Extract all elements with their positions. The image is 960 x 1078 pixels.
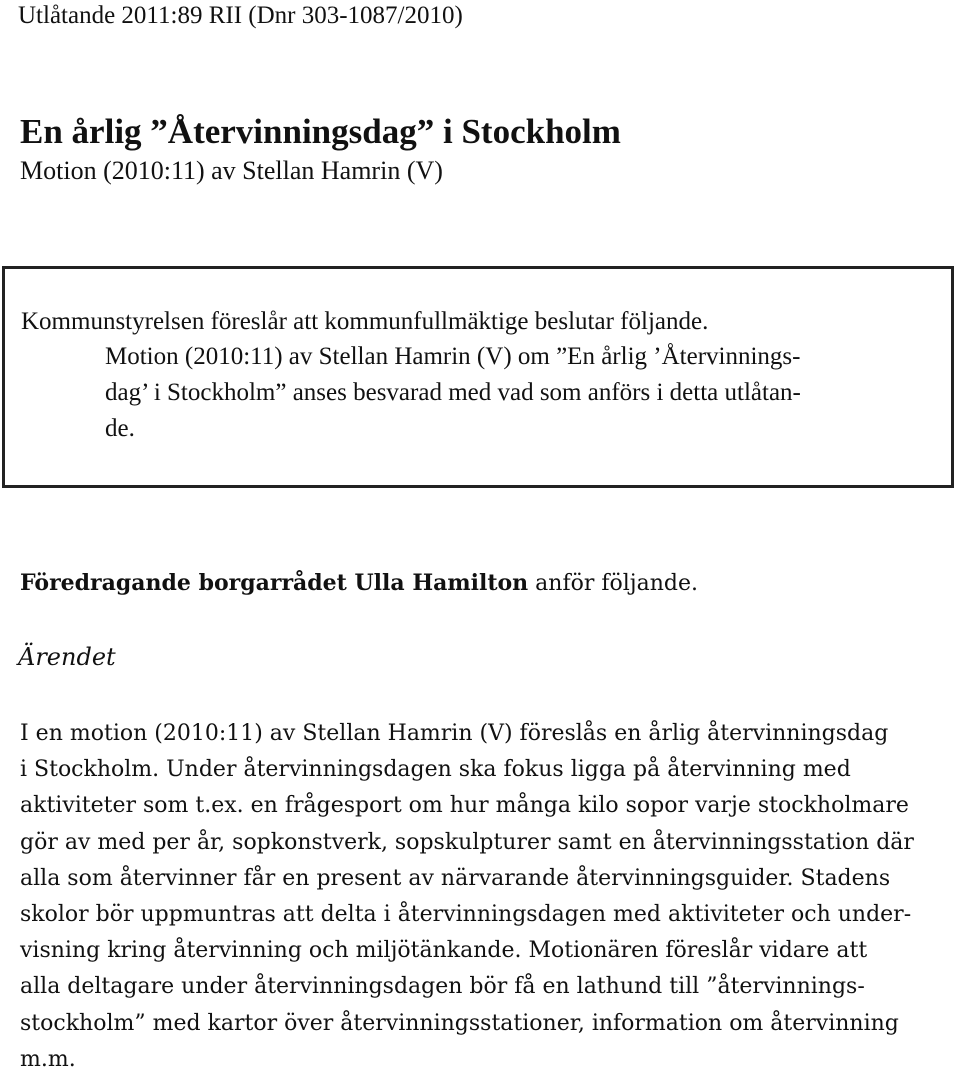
decision-text [105,339,905,447]
body-line: m.m. [20,1046,76,1072]
body-line: stockholm” med kartor över återvinningsstationer, information om återvinning [20,1010,899,1036]
body-line: visning kring återvinning och miljötänkande. Motionären föreslår vidare att [20,938,868,964]
presenter-name: Föredragande borgarrådet Ulla Hamilton [20,570,529,596]
document-title: En årlig ”Återvinningsdag” i Stockholm [20,112,621,151]
section-heading: Ärendet [18,643,116,671]
body-line: alla som återvinner får en present av närvarande återvinningsguider. Stadens [20,865,891,891]
body-line: gör av med per år, sopkonstverk, sopskulpturer samt en återvinningsstation där [20,829,914,855]
decision-line: Motion (2010:11) av Stellan Hamrin (V) om ”En årlig ’Återvinnings- [105,343,801,370]
document-subtitle: Motion (2010:11) av Stellan Hamrin (V) [20,156,443,185]
body-line: alla deltagare under återvinningsdagen bör få en lathund till ”återvinnings- [20,974,865,1000]
document-reference: Utlåtande 2011:89 RII (Dnr 303-1087/2010) [18,2,463,29]
decision-line: de. [105,415,135,442]
body-paragraph [20,716,950,1078]
presenter-statement [20,566,698,601]
decision-intro: Kommunstyrelsen föreslår att kommunfullmäktige beslutar följande. [21,308,709,335]
body-line: aktiviteter som t.ex. en frågesport om hur många kilo sopor varje stockholmare [20,793,909,819]
decision-box [2,266,954,488]
body-line: I en motion (2010:11) av Stellan Hamrin (V) föreslås en årlig återvinningsdag [20,721,889,746]
body-line: skolor bör uppmuntras att delta i återvinningsdagen med aktiviteter och under- [20,902,912,928]
body-line: i Stockholm. Under återvinningsdagen ska fokus ligga på återvinning med [20,757,851,783]
decision-line: dag’ i Stockholm” anses besvarad med vad som anförs i detta utlåtan- [105,379,801,406]
presenter-verb: anför följande. [528,571,698,596]
